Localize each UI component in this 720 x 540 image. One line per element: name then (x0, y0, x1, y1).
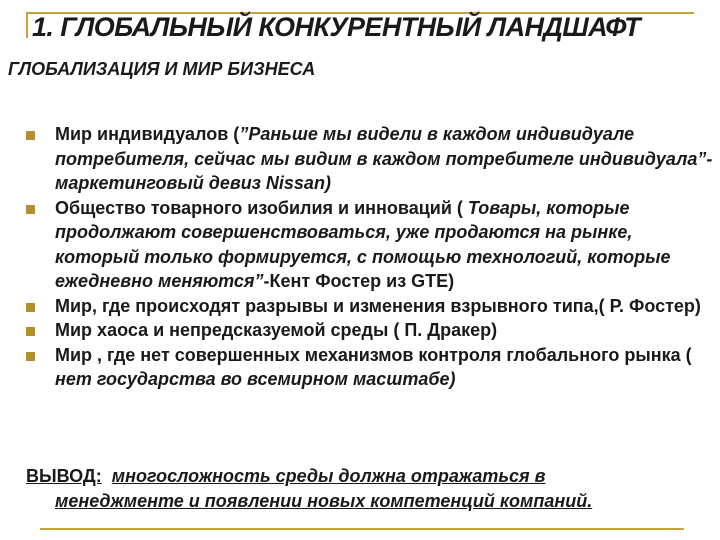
conclusion-text-line1: многосложность среды должна отражаться в (111, 466, 546, 486)
bullet-item (26, 343, 716, 392)
bullet-quote: нет государства во всемирном масштабе) (55, 369, 456, 389)
slide-title: 1. ГЛОБАЛЬНЫЙ КОНКУРЕНТНЫЙ ЛАНДШАФТ (32, 12, 640, 42)
bullet-source: -Кент Фостер из GTE) (263, 271, 455, 291)
left-rule (26, 12, 28, 38)
slide-subtitle: ГЛОБАЛИЗАЦИЯ И МИР БИЗНЕСА (8, 59, 316, 79)
conclusion-text-line2: менеджменте и появлении новых компетенций компаний. (55, 490, 593, 511)
bullet-text: Мир , где нет совершенных механизмов контроля глобального рынка ( (55, 344, 692, 365)
bottom-rule (40, 528, 684, 530)
square-bullet-icon (26, 327, 35, 336)
bullet-item (26, 318, 716, 343)
bullet-item (26, 294, 716, 319)
square-bullet-icon (26, 205, 35, 214)
bullet-text: Мир, где происходят разрывы и изменения взрывного типа,( Р. Фостер) (55, 295, 701, 316)
conclusion (26, 464, 696, 513)
conclusion-label: ВЫВОД: (26, 466, 102, 486)
square-bullet-icon (26, 131, 35, 140)
bullet-quote: ”Раньше мы видели в каждом индивидуале потребителя, сейчас мы видим в каждом потребителе индивидуала”- маркетинговый девиз Nissan) (55, 124, 713, 193)
bullet-text: Мир хаоса и непредсказуемой среды ( П. Дракер) (55, 320, 498, 340)
bullet-quote: Товары, которые продолжают совершенствоваться, уже продаются на рынке, который только формируется, с помощью технологий, которые ежедневно меняются” (55, 197, 671, 291)
bullet-item (26, 122, 716, 196)
bullet-text: Общество товарного изобилия и инноваций ( (55, 197, 468, 218)
bullet-list (26, 122, 716, 392)
bullet-text: Мир индивидуалов ( (55, 124, 240, 144)
square-bullet-icon (26, 303, 35, 312)
bullet-item (26, 196, 716, 294)
square-bullet-icon (26, 352, 35, 361)
